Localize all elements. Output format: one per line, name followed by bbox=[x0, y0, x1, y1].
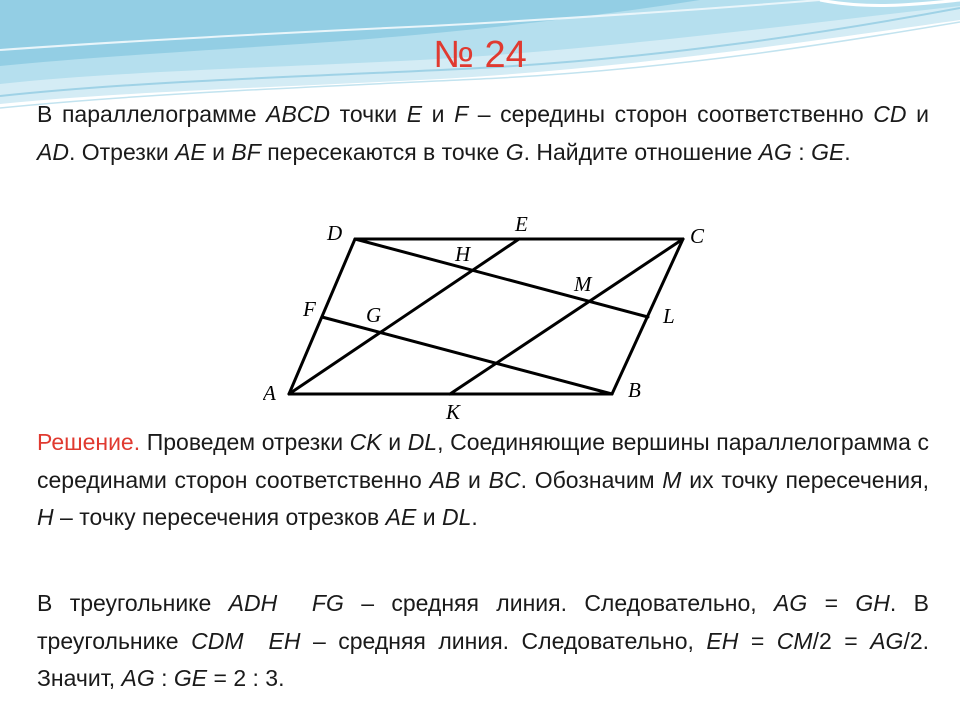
label-m: M bbox=[574, 272, 592, 296]
reasoning-paragraph: В треугольнике ADH FG – средняя линия. Следовательно, AG = GH. В треугольнике CDM EH – средняя линия. Следовательно, EH = CM/2 = AG/2. Значит, AG : GE = 2 : 3. bbox=[37, 590, 930, 691]
solution-label: Решение. bbox=[37, 429, 141, 455]
label-f: F bbox=[303, 297, 316, 321]
label-c: C bbox=[690, 224, 705, 248]
label-k: K bbox=[446, 400, 461, 424]
geometry-figure bbox=[263, 207, 710, 426]
label-l: L bbox=[663, 304, 675, 328]
label-b: B bbox=[628, 378, 641, 402]
label-g: G bbox=[366, 303, 382, 327]
slide-title: № 24 bbox=[433, 34, 527, 76]
label-a: A bbox=[263, 381, 276, 405]
parallelogram-diagram bbox=[263, 207, 710, 426]
problem-statement: В параллелограмме ABCD точки E и F – середины сторон соответственно CD и AD. Отрезки AE и BF пересекаются в точке G. Найдите отношение AG : GE. bbox=[37, 101, 929, 165]
label-d: D bbox=[327, 221, 343, 245]
label-h: H bbox=[455, 242, 471, 266]
label-e: E bbox=[515, 212, 528, 236]
solution-paragraph: Решение. Проведем отрезки CK и DL, Соединяющие вершины параллелограмма с серединами сторон соответственно AB и BC. Обозначим M их точку пересечения, H – точку пересечения отрезков AE и DL. bbox=[37, 429, 929, 530]
